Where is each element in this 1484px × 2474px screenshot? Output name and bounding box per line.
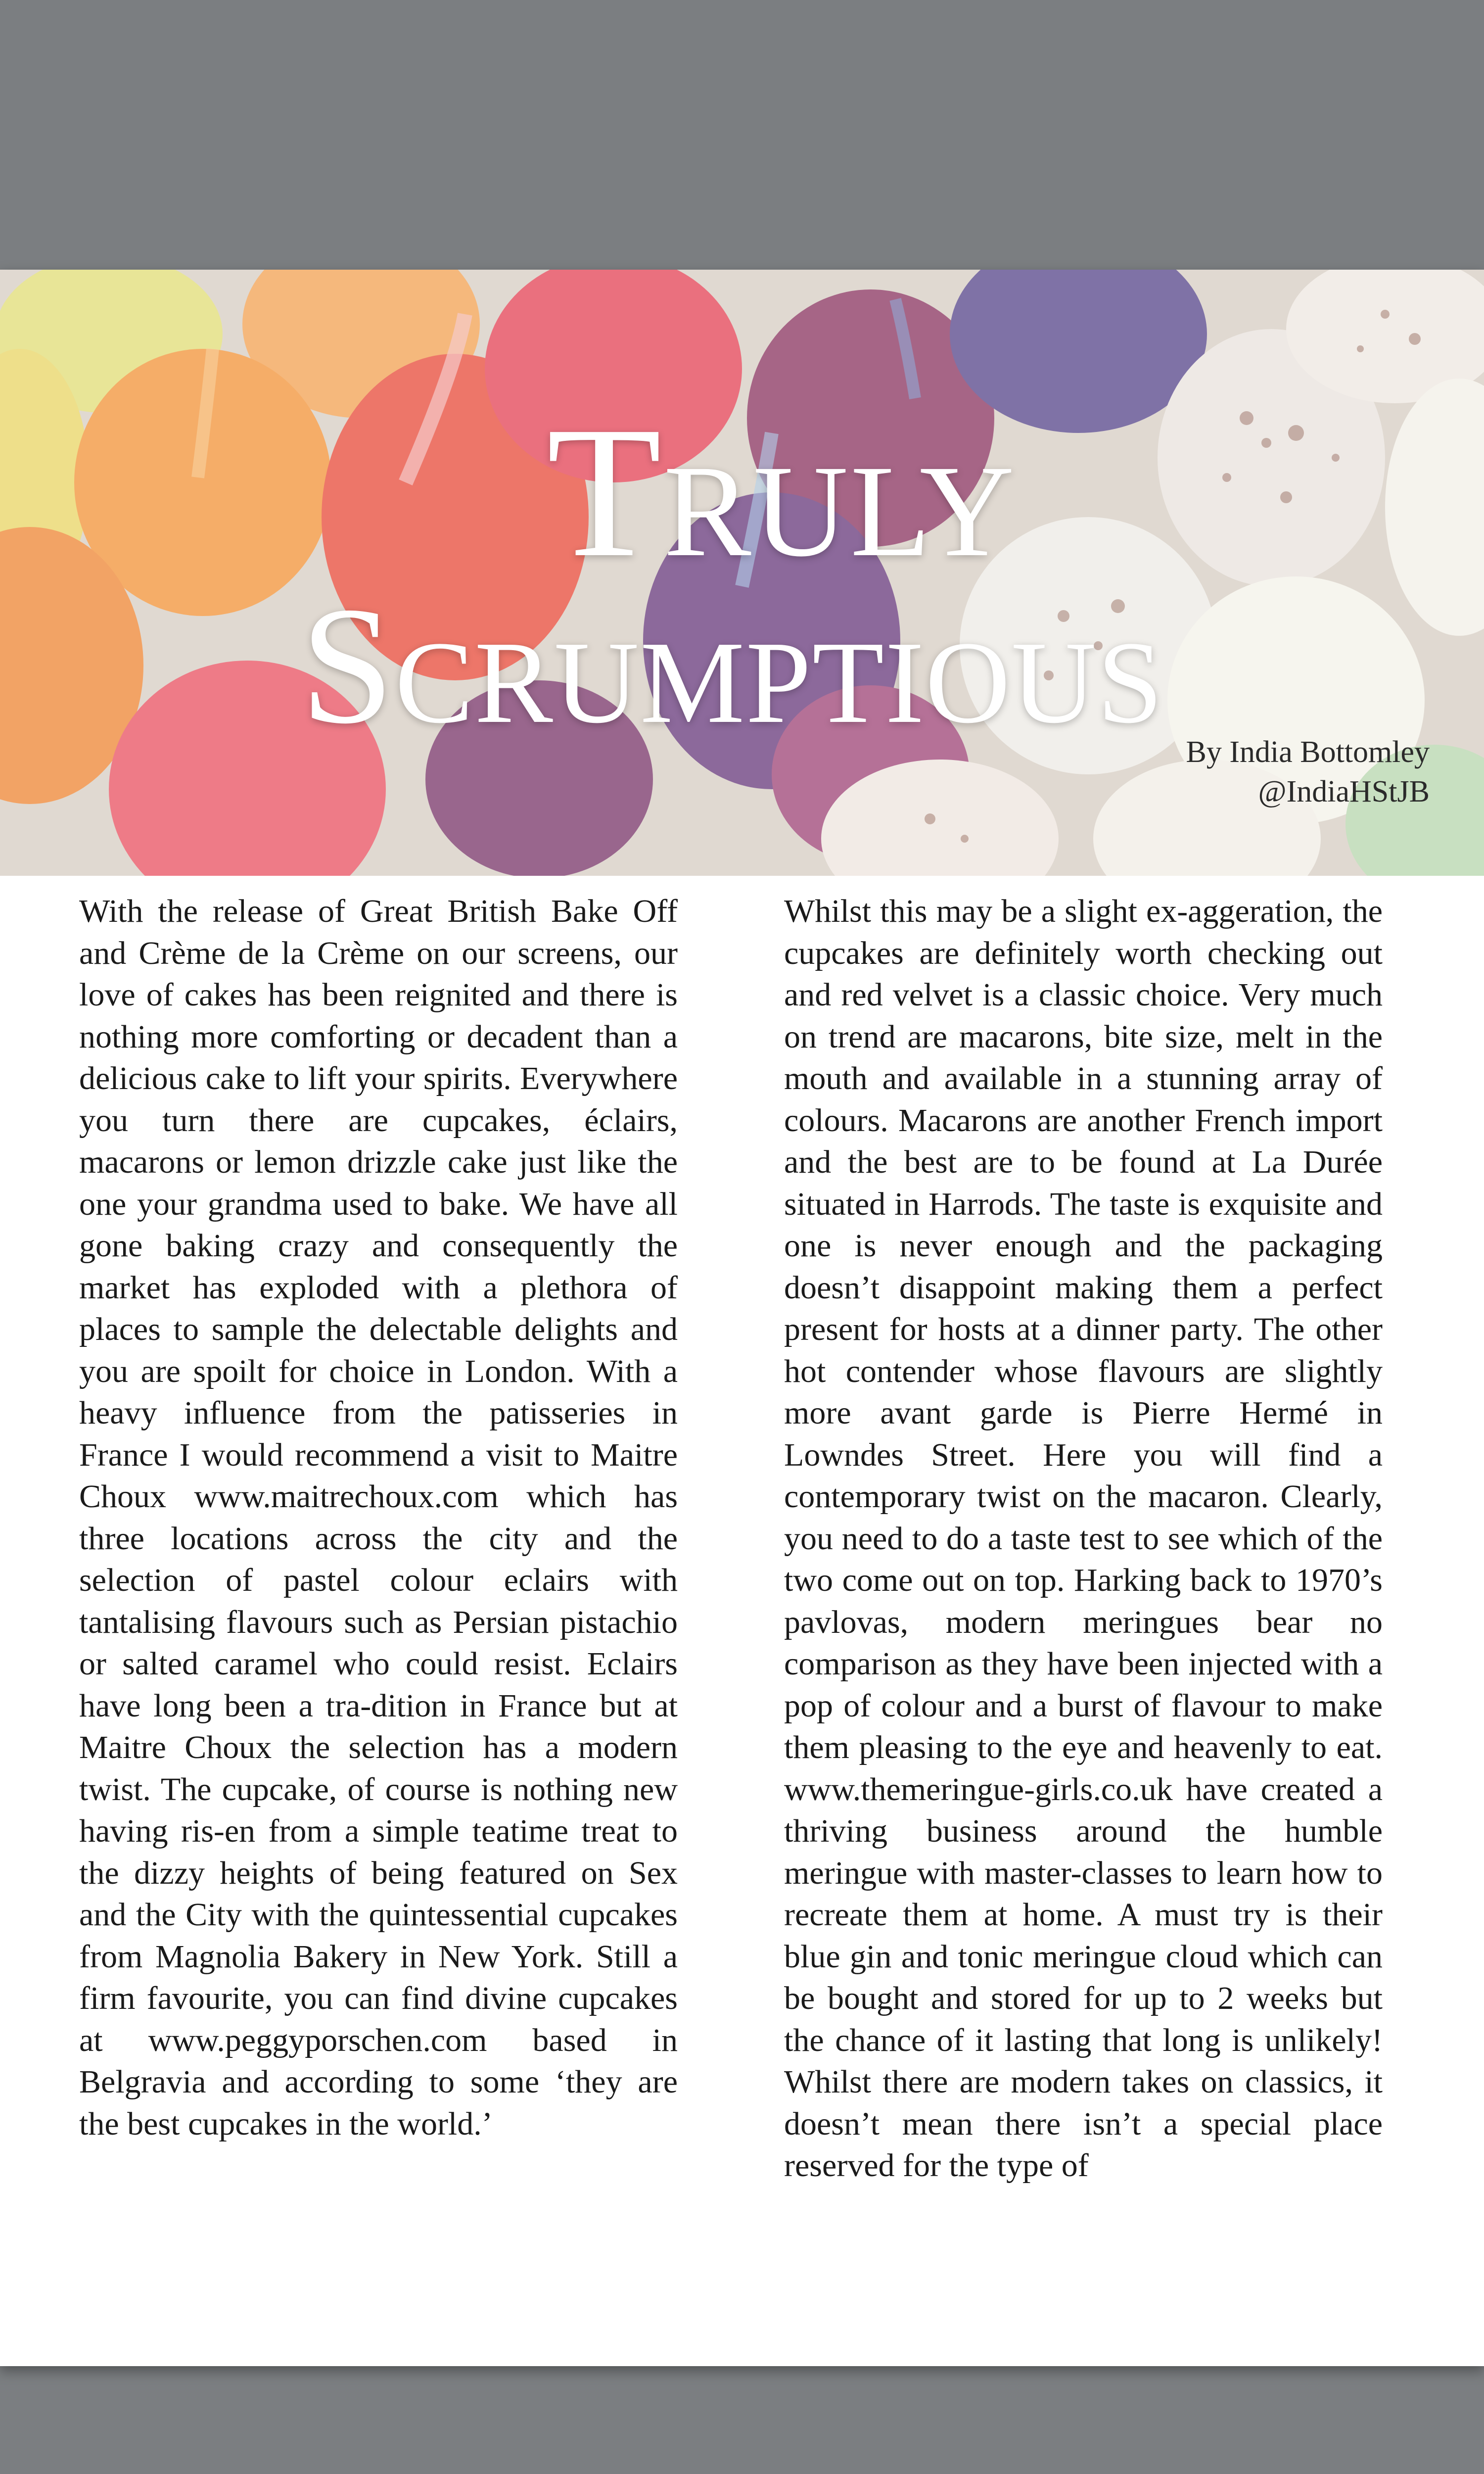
article-column-right: Whilst this may be a slight ex-aggeration, the cupcakes are definitely worth checking out and red velvet is a classic choice. Very much on trend are macarons, bite size, melt in the mouth and available in a stunning array of colours. Macarons are another French import and the best are to be found at La Durée situated in Harrods. The taste is exquisite and one is never enough and the packaging doesn’t disappoint making them a perfect present for hosts at a dinner party. The other hot contender whose flavours are slightly more avant garde is Pierre Hermé in Lowndes Street. Here you will find a contemporary twist on the macaron. Clearly, you need to do a taste test to see which of the two come out on top. Harking back to 1970’s pavlovas, modern meringues bear no comparison as they have been injected with a pop of colour and a burst of flavour to make them pleasing to the eye and heavenly to eat. www.themeringue-girls.co.uk have created a thriving business around the humble meringue with master-classes to learn how to recreate them at home. A must try is their blue gin and tonic meringue cloud which can be bought and stored for up to 2 weeks but the chance of it lasting that long is unlikely! Whilst there are modern takes on classics, it doesn’t mean there isn’t a special place reserved for the type of [784, 893, 1383, 2184]
byline [1186, 732, 1430, 811]
magazine-page [0, 270, 1484, 2366]
hero-meringue-image [0, 270, 1484, 876]
title-line-1: Truly [547, 388, 1017, 596]
title-line-2: Scrumptious [300, 572, 1164, 759]
byline-author: By India Bottomley [1186, 735, 1430, 769]
article-column-left: With the release of Great British Bake Off and Crème de la Crème on our screens, our love of cakes has been reignited and there is nothing more comforting or decadent than a delicious cake to lift your spirits. Everywhere you turn there are cupcakes, éclairs, macarons or lemon drizzle cake just like the one your grandma used to bake. We have all gone baking crazy and consequently the market has exploded with a plethora of places to sample the delectable delights and you are spoilt for choice in London. With a heavy influence from the patisseries in France I would recommend a visit to Maitre Choux www.maitrechoux.com which has three locations across the city and the selection of pastel colour eclairs with tantalising flavours such as Persian pistachio or salted caramel who could resist. Eclairs have long been a tra-dition in France but at Maitre Choux the selection has a modern twist. The cupcake, of course is nothing new having ris-en from a simple teatime treat to the dizzy heights of being featured on Sex and the City with the quintessential cupcakes from Magnolia Bakery in New York. Still a firm favourite, you can find divine cupcakes at www.peggyporschen.com based in Belgravia and according to some ‘they are the best cupcakes in the world.’ [79, 893, 678, 2142]
byline-handle: @IndiaHStJB [1258, 775, 1430, 809]
